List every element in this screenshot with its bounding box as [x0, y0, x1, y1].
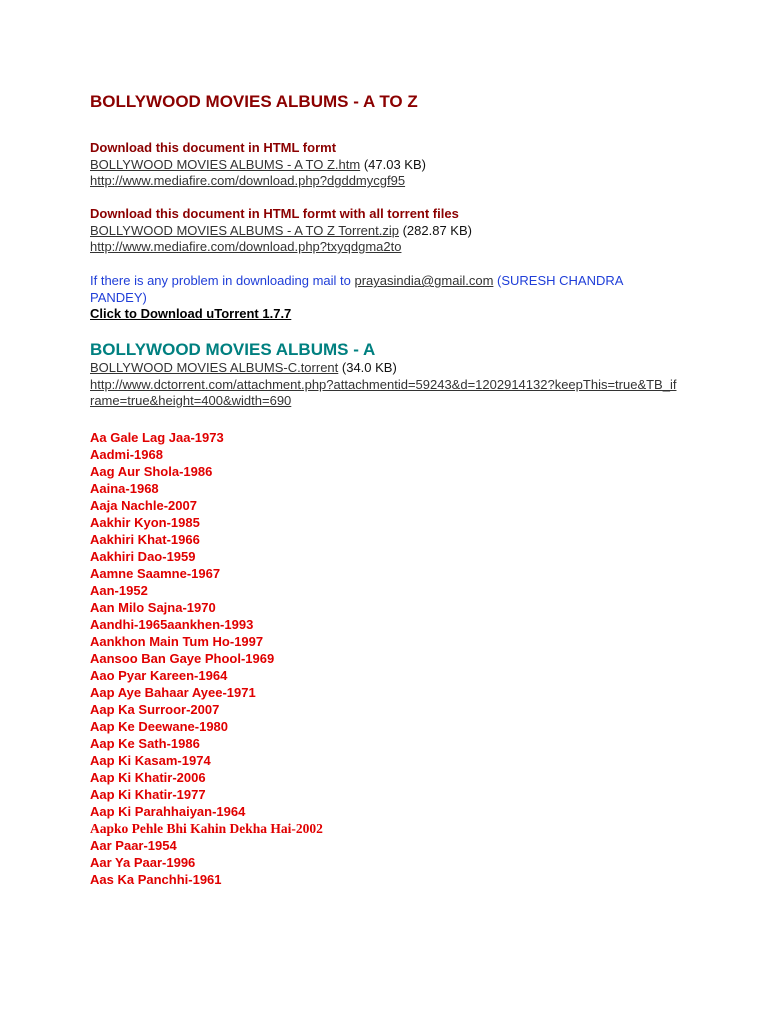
movie-item: Aakhir Kyon-1985	[90, 515, 200, 530]
movie-item: Aap Ke Deewane-1980	[90, 719, 229, 734]
movie-item: Aapko Pehle Bhi Kahin Dekha Hai-2002	[90, 821, 323, 836]
download-torrent-file-size: (282.87 KB)	[402, 222, 472, 238]
movie-item: Aandhi-1965aankhen-1993	[90, 617, 254, 632]
movie-item: Aakhiri Dao-1959	[90, 549, 196, 564]
movie-item: Aar Paar-1954	[90, 838, 177, 853]
download-torrent-heading: Download this document in HTML formt with all torrent files	[90, 206, 459, 221]
section-a-file-line	[90, 360, 680, 377]
movie-item: Aar Ya Paar-1996	[90, 855, 196, 870]
movie-item: Aan-1952	[90, 583, 148, 598]
movie-item: Aaina-1968	[90, 481, 159, 496]
movie-item: Aap Ka Surroor-2007	[90, 702, 220, 717]
download-html-file-line	[90, 157, 426, 174]
movie-item: Aap Ki Kasam-1974	[90, 753, 211, 768]
section-a-title: BOLLYWOOD MOVIES ALBUMS - A	[90, 340, 376, 359]
section-a-download-block	[90, 360, 680, 410]
movie-item: Aap Ki Khatir-1977	[90, 787, 206, 802]
download-html-file-link[interactable]: BOLLYWOOD MOVIES ALBUMS - A TO Z.htm	[90, 156, 361, 172]
movie-item: Aadmi-1968	[90, 447, 163, 462]
section-a-file-link[interactable]: BOLLYWOOD MOVIES ALBUMS-C.torrent	[90, 360, 339, 375]
movie-item: Aakhiri Khat-1966	[90, 532, 200, 547]
contact-text-after: (SURESH CHANDRA PANDEY)	[90, 273, 623, 305]
download-torrent-file-line	[90, 223, 472, 240]
movie-item: Aap Ke Sath-1986	[90, 736, 200, 751]
movie-item: Aamne Saamne-1967	[90, 566, 221, 581]
contact-block	[90, 273, 670, 323]
movie-item: Aap Aye Bahaar Ayee-1971	[90, 685, 256, 700]
contact-email-link[interactable]: prayasindia@gmail.com	[354, 273, 494, 288]
download-torrent-url-link[interactable]: http://www.mediafire.com/download.php?txyqdgma2to	[90, 239, 402, 254]
page-title: BOLLYWOOD MOVIES ALBUMS - A TO Z	[90, 92, 418, 111]
movie-item: Aao Pyar Kareen-1964	[90, 668, 228, 683]
download-html-file-size: (47.03 KB)	[363, 156, 426, 172]
movie-list	[90, 429, 323, 888]
movie-item: Aap Ki Khatir-2006	[90, 770, 206, 785]
utorrent-download-link[interactable]: Click to Download uTorrent 1.7.7	[90, 306, 292, 321]
contact-text	[90, 273, 670, 306]
movie-item: Aansoo Ban Gaye Phool-1969	[90, 651, 275, 666]
download-torrent-block	[90, 206, 472, 256]
download-html-block	[90, 140, 426, 190]
movie-item: Aan Milo Sajna-1970	[90, 600, 216, 615]
section-a-url-link[interactable]: http://www.dctorrent.com/attachment.php?attachmentid=59243&d=1202914132?keepThis=true&TB_iframe=true&height=400&width=690	[90, 376, 677, 408]
download-html-url-link[interactable]: http://www.mediafire.com/download.php?dgddmycgf95	[90, 173, 406, 188]
download-torrent-file-link[interactable]: BOLLYWOOD MOVIES ALBUMS - A TO Z Torrent.zip	[90, 222, 399, 238]
section-a-file-size: (34.0 KB)	[341, 360, 397, 375]
movie-item: Aaja Nachle-2007	[90, 498, 197, 513]
download-html-heading: Download this document in HTML formt	[90, 140, 337, 155]
movie-item: Aas Ka Panchhi-1961	[90, 872, 222, 887]
movie-item: Aap Ki Parahhaiyan-1964	[90, 804, 246, 819]
movie-item: Aag Aur Shola-1986	[90, 464, 213, 479]
movie-item: Aa Gale Lag Jaa-1973	[90, 430, 224, 445]
movie-item: Aankhon Main Tum Ho-1997	[90, 634, 264, 649]
contact-text-before: If there is any problem in downloading mail to	[90, 273, 355, 288]
